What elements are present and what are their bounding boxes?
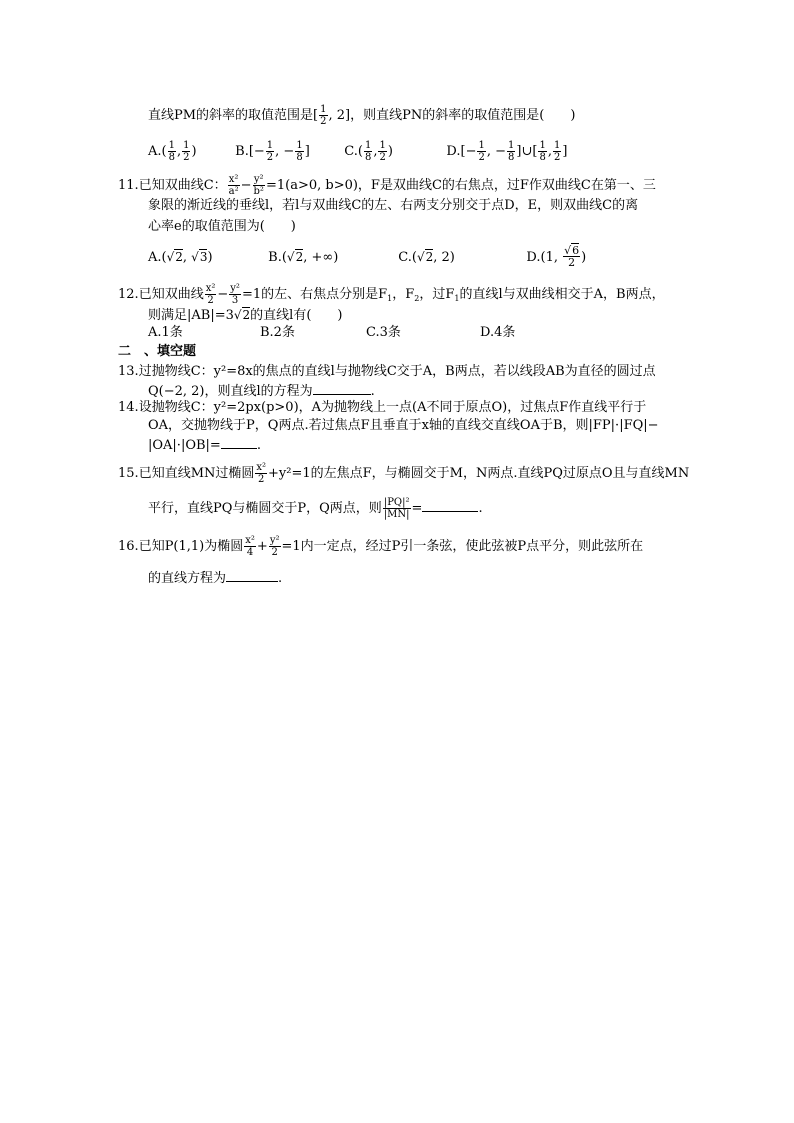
q13-line1: 13.过抛物线C：y²=8x的焦点的直线l与抛物线C交于A，B两点，若以线段AB为直径的圆过点 bbox=[118, 364, 656, 379]
q10-option-d: D.[− $\frac{1}{2}$ , − $\frac{1}{8}$ ]∪[ $\frac{1}{8}$ , $\frac{1}{2}$ ] bbox=[446, 140, 568, 163]
answer-blank[interactable] bbox=[221, 436, 257, 449]
q10-option-c: C.( $\frac{1}{8}$ , $\frac{1}{2}$ ) bbox=[344, 140, 393, 163]
q14-line1: 14.设抛物线C：y²=2px(p>0)，A为抛物线上一点(A不同于原点O)，过焦点F作直线平行于 bbox=[118, 400, 647, 415]
q14-line2: OA，交抛物线于P，Q两点.若过焦点F且垂直于x轴的直线交直线OA于B，则|FP|·|FQ|− bbox=[148, 418, 659, 433]
q11-option-a: A.(√2, √3) bbox=[148, 250, 213, 265]
q11-line3: 心率e的取值范围为( ) bbox=[148, 219, 296, 234]
answer-blank[interactable] bbox=[422, 499, 478, 512]
q11-option-c: C.(√2, 2) bbox=[398, 250, 455, 265]
q12-options: A.1条 B.2条 C.3条 D.4条 bbox=[148, 325, 516, 340]
q15-line1: 15.已知直线MN过椭圆 $\frac{\text{x²}}{2}$ +y²=1的左焦点F，与椭圆交于M，N两点.直线PQ过原点O且与直线MN bbox=[118, 462, 690, 485]
q13-line2: Q(−2, 2)，则直线l的方程为 . bbox=[148, 384, 375, 399]
answer-blank[interactable] bbox=[226, 569, 278, 582]
q11-line1: 11.已知双曲线C： $\frac{\text{x²}}{\text{a²}}$ − $\frac{\text{y²}}{\text{b²}}$ =1(a>0, b>0)，F是双曲线C的右焦点，过F作双曲线C在第一、三 bbox=[118, 174, 656, 197]
q16-line1: 16.已知P(1,1)为椭圆 $\frac{\text{x²}}{4}$ + $\frac{\text{y²}}{2}$ =1内一定点，经过P引一条弦，使此弦被P点平分，则此弦所在 bbox=[118, 535, 644, 558]
fraction-half: $\frac{1}{2}$ bbox=[320, 104, 327, 127]
q12-line2: 则满足|AB|=3√2的直线l有( ) bbox=[148, 308, 343, 323]
q10-options bbox=[148, 140, 567, 163]
q11-option-d: D.(1, $\frac{√6}{2}$ ) bbox=[526, 244, 587, 269]
section-title: 二 、填空题 bbox=[118, 344, 197, 359]
q11-option-b: B.(√2, +∞) bbox=[268, 250, 339, 265]
q16-line2: 的直线方程为 . bbox=[148, 571, 283, 586]
q10-option-a: A.( $\frac{1}{8}$ , $\frac{1}{2}$ ) bbox=[148, 140, 197, 163]
fraction-y2-b2: $\frac{\text{y²}}{\text{b²}}$ bbox=[253, 174, 264, 197]
fraction-x2-a2: $\frac{\text{x²}}{\text{a²}}$ bbox=[228, 174, 239, 197]
q12-line1: 12.已知双曲线 $\frac{\text{x²}}{2}$ − $\frac{\text{y²}}{3}$ =1的左、右焦点分别是$F_1$，$F_2$，过$F_1$的直线l与双曲线相交于A，B两点， bbox=[118, 283, 665, 306]
q10-line1: 直线PM的斜率的取值范围是[ $\frac{1}{2}$ , 2]，则直线PN的斜率的取值范围是( ) bbox=[148, 104, 576, 127]
q11-options bbox=[148, 245, 586, 268]
q15-line2: 平行，直线PQ与椭圆交于P，Q两点，则 $\frac{\text{|PQ|²}}{|MN|}$ = . bbox=[148, 497, 483, 520]
q11-line2: 象限的渐近线的垂线l，若l与双曲线C的左、右两支分别交于点D，E，则双曲线C的离 bbox=[148, 198, 639, 213]
q14-line3: |OA|·|OB|= . bbox=[148, 438, 261, 453]
answer-blank[interactable] bbox=[313, 382, 371, 395]
q10-option-b: B.[− $\frac{1}{2}$ , − $\frac{1}{8}$ ] bbox=[235, 140, 310, 163]
